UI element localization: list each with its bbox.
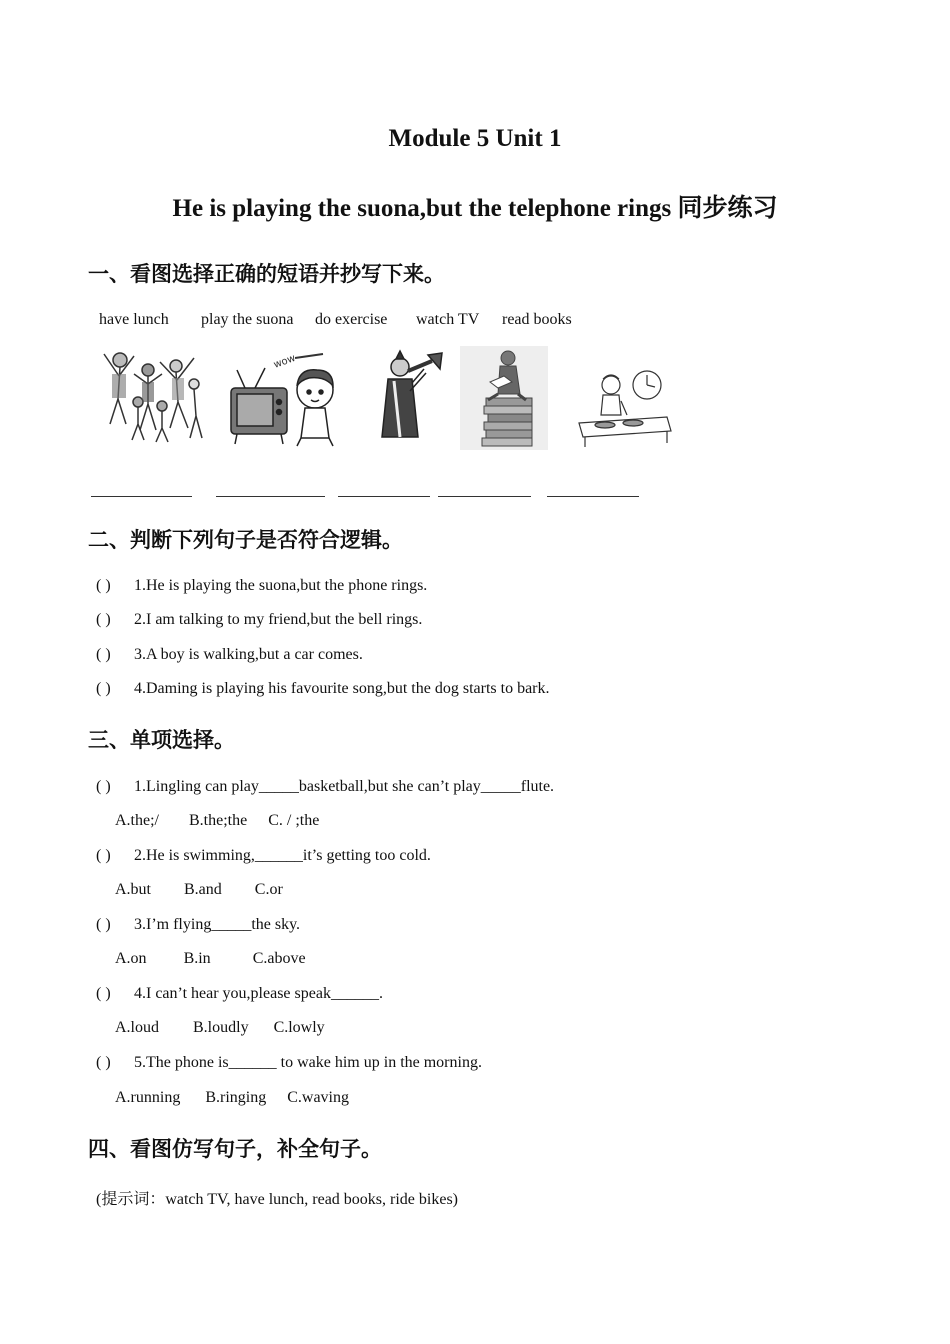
phrase-have-lunch: have lunch — [99, 311, 169, 328]
question-text: 1.Lingling can play_____basketball,but she can’t play_____flute. — [134, 778, 555, 795]
phrase-read-books: read books — [502, 311, 572, 328]
answer-paren[interactable]: ( ) — [96, 916, 111, 933]
option-c: C. / ;the — [268, 812, 320, 829]
option-a: A.running — [115, 1089, 181, 1106]
option-b: B.in — [183, 950, 211, 967]
section3-heading: 三、单项选择。 — [88, 728, 235, 752]
answer-paren[interactable]: ( ) — [96, 778, 111, 795]
choice-question-5 — [96, 1054, 482, 1072]
logic-item-1 — [96, 577, 427, 595]
question-text: 5.The phone is______ to wake him up in the morning. — [134, 1054, 482, 1071]
option-c: C.waving — [287, 1089, 349, 1106]
page-title: Module 5 Unit 1 — [388, 125, 562, 152]
choice-options-2 — [115, 881, 283, 899]
exercise-group-picture — [98, 344, 208, 448]
option-a: A.loud — [115, 1019, 159, 1036]
section2-heading: 二、判断下列句子是否符合逻辑。 — [88, 528, 403, 552]
option-c: C.above — [252, 950, 306, 967]
phrase-watch-tv: watch TV — [416, 311, 480, 328]
answer-blank-5[interactable] — [547, 496, 639, 497]
answer-blank-1[interactable] — [91, 496, 192, 497]
logic-sentence: 2.I am talking to my friend,but the bell rings. — [134, 611, 423, 628]
page-subtitle: He is playing the suona,but the telephone rings 同步练习 — [172, 195, 778, 222]
option-b: B.the;the — [189, 812, 248, 829]
question-text: 2.He is swimming,______it’s getting too cold. — [134, 847, 431, 864]
logic-sentence: 3.A boy is walking,but a car comes. — [134, 646, 363, 663]
option-a: A.but — [115, 881, 151, 898]
answer-blank-2[interactable] — [216, 496, 325, 497]
answer-paren[interactable]: ( ) — [96, 1054, 111, 1071]
answer-paren[interactable]: ( ) — [96, 611, 111, 628]
logic-item-2 — [96, 611, 422, 629]
logic-item-3 — [96, 646, 363, 664]
section1-heading: 一、看图选择正确的短语并抄写下来。 — [88, 262, 445, 286]
phrase-do-exercise: do exercise — [315, 311, 388, 328]
phrase-play-the-suona: play the suona — [201, 311, 294, 328]
tv-boy-picture — [225, 346, 345, 448]
choice-options-5 — [115, 1089, 349, 1107]
option-b: B.loudly — [193, 1019, 249, 1036]
option-c: C.or — [254, 881, 283, 898]
option-b: B.ringing — [205, 1089, 267, 1106]
answer-paren[interactable]: ( ) — [96, 577, 111, 594]
suona-player-picture — [370, 349, 446, 439]
option-a: A.on — [115, 950, 147, 967]
answer-paren[interactable]: ( ) — [96, 680, 111, 697]
choice-options-3 — [115, 950, 306, 968]
choice-question-2 — [96, 847, 431, 865]
question-text: 3.I’m flying_____the sky. — [134, 916, 301, 933]
option-b: B.and — [184, 881, 222, 898]
choice-options-1 — [115, 812, 319, 830]
answer-blank-4[interactable] — [438, 496, 531, 497]
hint-words: (提示词：watch TV, have lunch, read books, ride bikes) — [96, 1191, 458, 1208]
option-c: C.lowly — [273, 1019, 325, 1036]
choice-options-4 — [115, 1019, 325, 1037]
option-a: A.the;/ — [115, 812, 159, 829]
question-text: 4.I can’t hear you,please speak______. — [134, 985, 383, 1002]
section4-heading: 四、看图仿写句子，补全句子。 — [88, 1137, 382, 1161]
logic-sentence: 4.Daming is playing his favourite song,but the dog starts to bark. — [134, 680, 550, 697]
reading-on-books-picture — [460, 346, 548, 450]
lunch-clock-picture — [575, 365, 675, 449]
logic-sentence: 1.He is playing the suona,but the phone rings. — [134, 577, 428, 594]
answer-paren[interactable]: ( ) — [96, 985, 111, 1002]
answer-blank-3[interactable] — [338, 496, 430, 497]
choice-question-3 — [96, 916, 300, 934]
answer-paren[interactable]: ( ) — [96, 847, 111, 864]
logic-item-4 — [96, 680, 550, 698]
svg-text:wow: wow — [272, 352, 298, 371]
choice-question-1 — [96, 778, 554, 796]
choice-question-4 — [96, 985, 383, 1003]
answer-paren[interactable]: ( ) — [96, 646, 111, 663]
